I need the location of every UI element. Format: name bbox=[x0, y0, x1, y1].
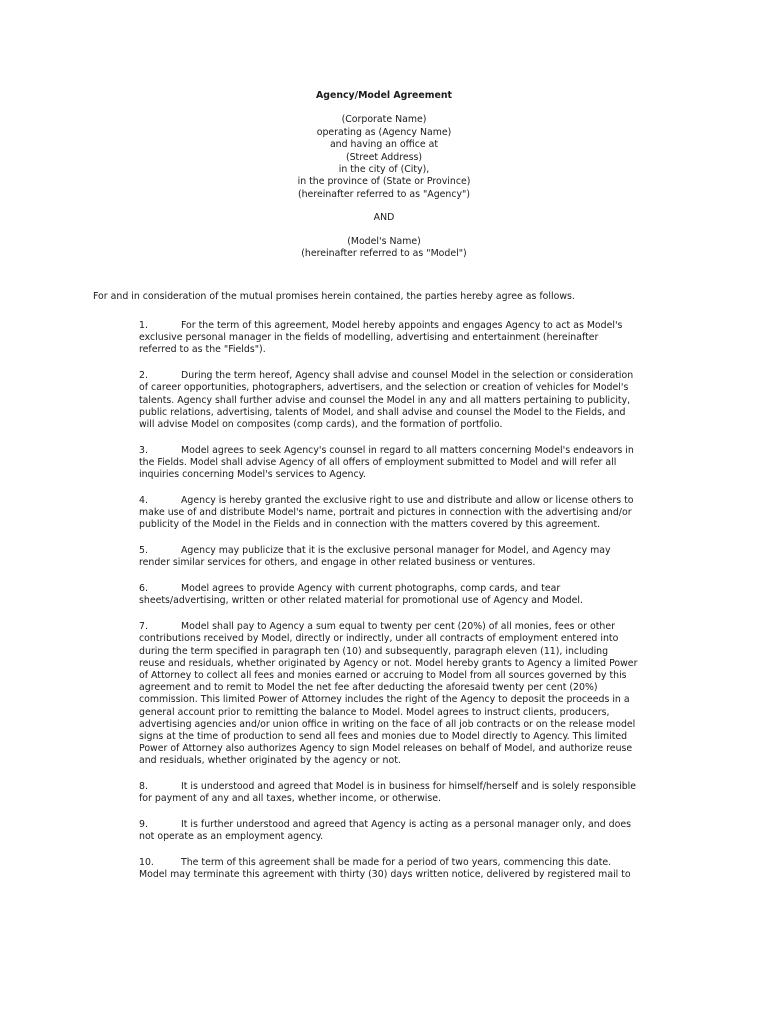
agency-name-line: operating as (Agency Name) bbox=[316, 126, 452, 138]
clause-number: 5. bbox=[139, 545, 148, 557]
clause-1 bbox=[139, 320, 679, 357]
clause-text: Model agrees to seek Agency's counsel in regard to all matters concerning Model's endeavors in bbox=[181, 444, 634, 456]
model-reference-line: (hereinafter referred to as "Model") bbox=[301, 248, 467, 260]
clause-line bbox=[139, 857, 679, 869]
clause-line: for payment of any and all taxes, whether income, or otherwise. bbox=[139, 793, 442, 805]
clause-line: signs at the time of production to send all fees and monies due to Model directly to Agency. This limited bbox=[139, 731, 628, 743]
clause-line: Model may terminate this agreement with thirty (30) days written notice, delivered by registered mail to bbox=[139, 869, 631, 881]
clause-line: referred to as the "Fields"). bbox=[139, 344, 266, 356]
clause-text: It is understood and agreed that Model is in business for himself/herself and is solely responsible bbox=[181, 781, 637, 793]
clause-number: 4. bbox=[139, 495, 148, 507]
clause-line: inquiries concerning Model's services to Agency. bbox=[139, 469, 366, 481]
clause-line: make use of and distribute Model's name, portrait and pictures in connection with the advertising and/or bbox=[139, 507, 632, 519]
clause-3 bbox=[139, 445, 679, 482]
clause-10 bbox=[139, 857, 679, 881]
clause-line: advertising agencies and/or union office in writing on the face of all job contracts or on the release model bbox=[139, 718, 636, 730]
clause-7 bbox=[139, 621, 679, 767]
clause-line: sheets/advertising, written or other related material for promotional use of Agency and Model. bbox=[139, 595, 583, 607]
clause-line: commission. This limited Power of Attorney includes the right of the Agency to deposit the proceeds in a bbox=[139, 694, 630, 706]
clause-line: the Fields. Model shall advise Agency of all offers of employment submitted to Model and will refer all bbox=[139, 457, 617, 469]
clause-line: Power of Attorney also authorizes Agency to sign Model releases on behalf of Model, and authorize reuse bbox=[139, 743, 633, 755]
clause-number: 2. bbox=[139, 370, 148, 382]
clause-text: Agency may publicize that it is the exclusive personal manager for Model, and Agency may bbox=[181, 545, 611, 557]
agreement-header bbox=[0, 90, 768, 260]
clause-line: of Attorney to collect all fees and monies earned or accruing to Model from all sources governed by this bbox=[139, 670, 627, 682]
clause-number: 10. bbox=[139, 857, 154, 869]
clause-number: 7. bbox=[139, 621, 148, 633]
clause-line: not operate as an employment agency. bbox=[139, 831, 324, 843]
clause-text: Agency is hereby granted the exclusive right to use and distribute and allow or license others to bbox=[181, 495, 634, 507]
clause-5 bbox=[139, 545, 679, 569]
clause-line: general account prior to remitting the balance to Model. Model agrees to instruct clients, producers, bbox=[139, 706, 610, 718]
clause-line bbox=[139, 583, 679, 595]
clause-text: During the term hereof, Agency shall advise and counsel Model in the selection or consideration bbox=[181, 370, 634, 382]
clause-line: during the term specified in paragraph ten (10) and subsequently, paragraph eleven (11), including bbox=[139, 645, 609, 657]
office-line: and having an office at bbox=[329, 139, 439, 151]
clause-line: reuse and residuals, whether originated by Agency or not. Model hereby grants to Agency a limited Power bbox=[139, 657, 638, 669]
clause-line bbox=[139, 819, 679, 831]
clause-number: 9. bbox=[139, 819, 148, 831]
clause-number: 6. bbox=[139, 583, 148, 595]
model-name-line: (Model's Name) bbox=[347, 235, 421, 247]
clause-line bbox=[139, 495, 679, 507]
clause-list bbox=[139, 320, 679, 895]
clause-text: The term of this agreement shall be made for a period of two years, commencing this date. bbox=[181, 857, 612, 869]
preamble-paragraph: For and in consideration of the mutual promises herein contained, the parties hereby agree as follows. bbox=[93, 291, 575, 302]
clause-number: 3. bbox=[139, 444, 148, 456]
clause-line bbox=[139, 545, 679, 557]
street-address-line: (Street Address) bbox=[345, 151, 423, 163]
clause-line: exclusive personal manager in the fields of modelling, advertising and entertainment (hereinafter bbox=[139, 332, 599, 344]
clause-line: contributions received by Model, directly or indirectly, under all contracts of employment entered into bbox=[139, 633, 619, 645]
clause-6 bbox=[139, 583, 679, 607]
clause-line bbox=[139, 370, 679, 382]
clause-text: Model shall pay to Agency a sum equal to twenty per cent (20%) of all monies, fees or other bbox=[181, 621, 615, 633]
clause-line: will advise Model on composites (comp cards), and the formation of portfolio. bbox=[139, 419, 503, 431]
clause-text: For the term of this agreement, Model hereby appoints and engages Agency to act as Model's bbox=[181, 320, 623, 331]
clause-2 bbox=[139, 370, 679, 431]
clause-line: of career opportunities, photographers, advertisers, and the selection or creation of vehicles for Model's bbox=[139, 382, 629, 394]
clause-4 bbox=[139, 495, 679, 532]
corporate-name-line: (Corporate Name) bbox=[341, 114, 427, 126]
clause-line: talents. Agency shall further advise and counsel the Model in any and all matters pertaining to publicity, bbox=[139, 394, 631, 406]
and-separator: AND bbox=[373, 212, 395, 224]
clause-text: Model agrees to provide Agency with current photographs, comp cards, and tear bbox=[181, 583, 561, 595]
province-line: in the province of (State or Province) bbox=[297, 176, 471, 188]
clause-text: It is further understood and agreed that Agency is acting as a personal manager only, and does bbox=[181, 819, 632, 831]
clause-line: public relations, advertising, talents of Model, and shall advise and counsel the Model to the Fields, and bbox=[139, 406, 626, 418]
clause-line: publicity of the Model in the Fields and in connection with the matters covered by this agreement. bbox=[139, 519, 601, 531]
clause-9 bbox=[139, 819, 679, 843]
document-title: Agency/Model Agreement bbox=[316, 90, 452, 101]
clause-line: and residuals, whether originated by the agency or not. bbox=[139, 755, 401, 767]
clause-line bbox=[139, 781, 679, 793]
city-line: in the city of (City), bbox=[338, 164, 430, 176]
clause-line bbox=[139, 320, 679, 332]
clause-8 bbox=[139, 781, 679, 805]
clause-number: 8. bbox=[139, 781, 148, 793]
clause-line: render similar services for others, and engage in other related business or ventures. bbox=[139, 557, 536, 569]
clause-line bbox=[139, 445, 679, 457]
clause-number: 1. bbox=[139, 320, 148, 331]
clause-line bbox=[139, 621, 679, 633]
agency-reference-line: (hereinafter referred to as "Agency") bbox=[297, 188, 471, 200]
clause-line: agreement and to remit to Model the net fee after deducting the aforesaid twenty per cent (20%) bbox=[139, 682, 598, 694]
